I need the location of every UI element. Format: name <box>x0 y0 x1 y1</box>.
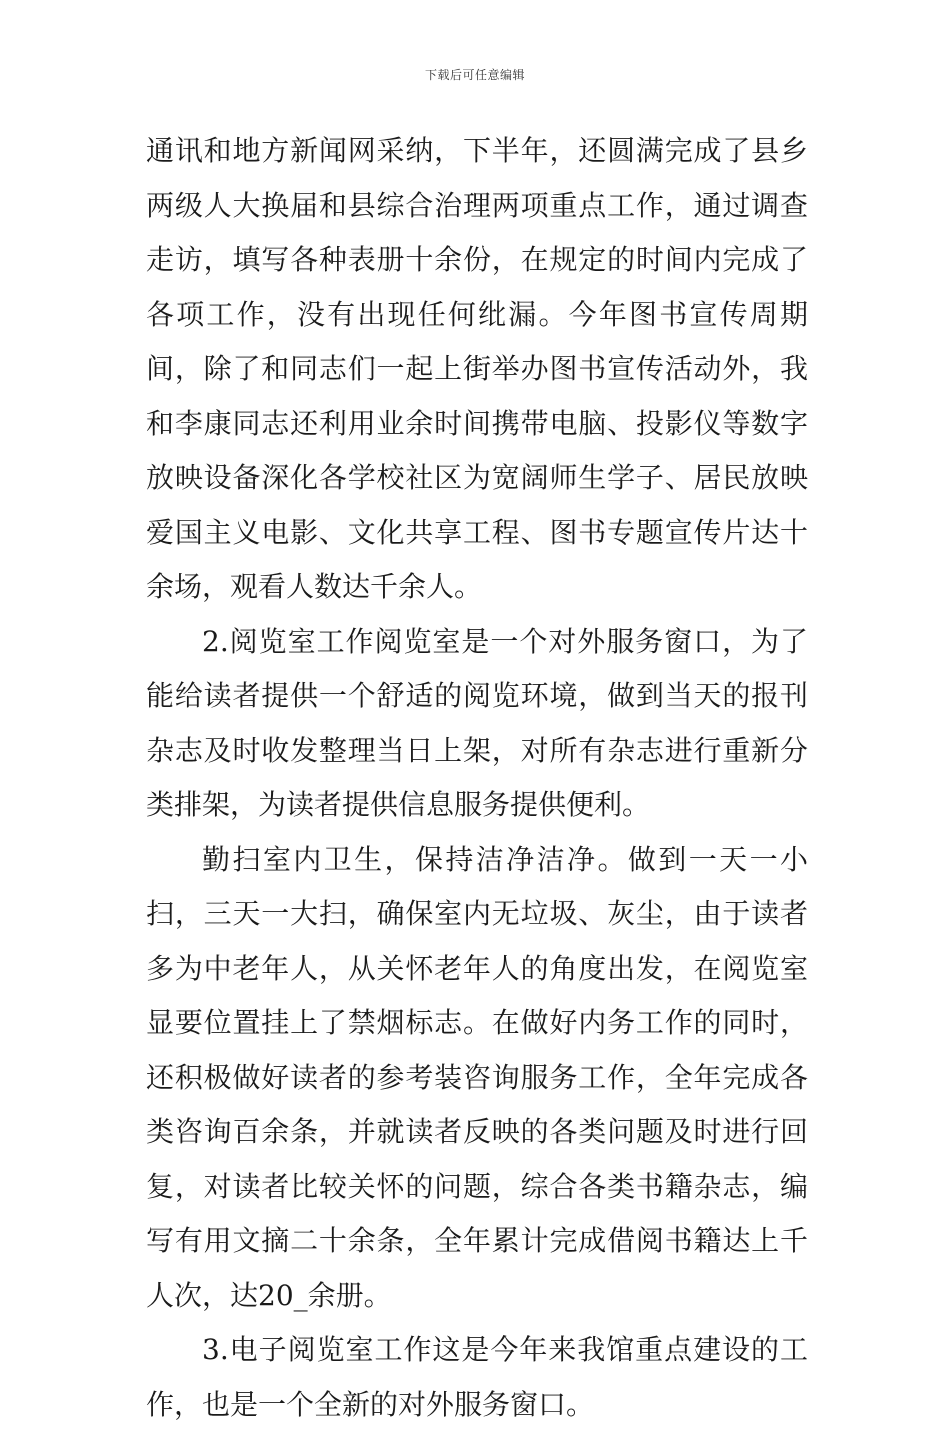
paragraph-cleaning: 勤扫室内卫生，保持洁净洁净。做到一天一小扫，三天一大扫，确保室内无垃圾、灰尘，由于读者多为中老年人，从关怀老年人的角度出发，在阅览室显要位置挂上了禁烟标志。在做好内务工作的同时，还积极做好读者的参考装咨询服务工作，全年完成各类咨询百余条，并就读者反映的各类问题及时进行回复，对读者比较关怀的问题，综合各类书籍杂志，编写有用文摘二十余条，全年累计完成借阅书籍达上千人次，达20_余册。 <box>146 842 808 1312</box>
paragraph-reading-room: 2.阅览室工作阅览室是一个对外服务窗口，为了能给读者提供一个舒适的阅览环境，做到当天的报刊杂志及时收发整理当日上架，对所有杂志进行重新分类排架，为读者提供信息服务提供便利。 <box>146 624 808 821</box>
paragraph-electronic-reading-room: 3.电子阅览室工作这是今年来我馆重点建设的工作，也是一个全新的对外服务窗口。 <box>146 1333 808 1421</box>
page-header-note: 下载后可任意编辑 <box>424 68 525 82</box>
paragraph-continuation: 通讯和地方新闻网采纳，下半年，还圆满完成了县乡两级人大换届和县综合治理两项重点工作，通过调查走访，填写各种表册十余份，在规定的时间内完成了各项工作，没有出现任何纰漏。今年图书宣传周期间，除了和同志们一起上街举办图书宣传活动外，我和李康同志还利用业余时间携带电脑、投影仪等数字放映设备深化各学校社区为宽阔师生学子、居民放映爱国主义电影、文化共享工程、图书专题宣传片达十余场，观看人数达千余人。 <box>146 134 808 603</box>
document-body <box>146 124 808 1432</box>
